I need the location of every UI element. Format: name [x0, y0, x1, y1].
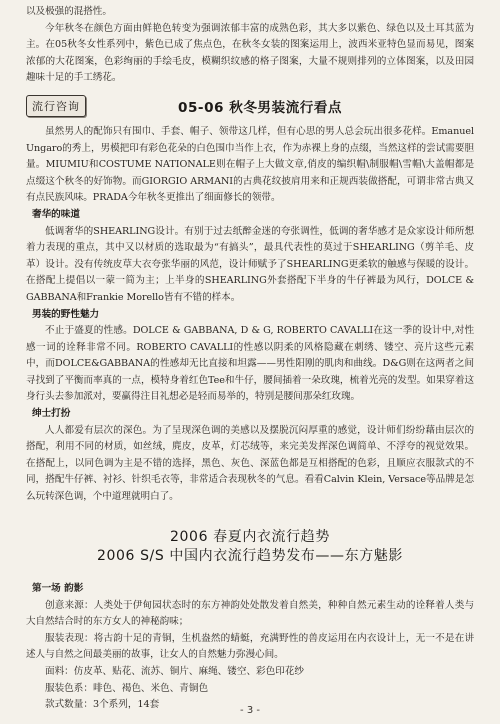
body-paragraph: 不止于盛夏的性感。DOLCE & GABBANA, D & G, ROBERTO CAVALLI在这一季的设计中,对性感一词的诠释非常不同。ROBERTO CAVALLI的性感以阴柔的风格隐藏在刺绣、镂空、亮片这些元素中，而DOLCE&GABBANA的性感却无比直接和坦露——男性阳刚的肌肉和曲线。D&G则在这两者之间寻找到了平衡而率真的一点，模特身着红色Tee和牛仔，腰间插着一朵玫瑰，梳着光亮的发型。如果穿着这身行头去参加派对，要赢得注目礼想必是轻而易举的，特别是腰间那朵红玫瑰。 — [26, 325, 474, 403]
count-line: 款式数量：3个系列，14套 — [45, 699, 160, 711]
intro-line: 以及极强的混搭性。 — [26, 6, 112, 17]
page-number: - 3 - — [240, 705, 260, 716]
subheading: 男装的野性魅力 — [32, 308, 100, 320]
body-paragraph: 人人都爱有层次的深色。为了呈现深色调的美感以及摆脱沉闷厚重的感觉，设计师们纷纷藉由层次的搭配，利用不同的材质，如丝绒，麂皮，皮革，灯芯绒等，来完美发挥深色调简单、不浮夸的视觉效果。在搭配上，以同色调为主是不错的选择，黑色、灰色、深蓝色都是互相搭配的色彩，且顺应衣服款式的不同，搭配牛仔裤、衬衫、针织毛衣等，非常适合表现秋冬的气息。看看Calvin Klein, Versace等品牌是怎么玩转深色调，个中道理就明白了。 — [26, 424, 474, 503]
intro-paragraph: 今年秋冬在颜色方面由鲜艳色转变为强调浓郁丰富的成熟色彩，其大多以紫色、绿色以及土耳其蓝为主。在05秋冬女性系列中，紫色已成了焦点色，在秋冬女装的图案运用上，波西米亚特色显而易见，图案浓郁的大花图案，色彩绚丽的手绘毛皮，模糊织纹感的格子图案，大量不规则排列的立体图案，以及田园趣味十足的手工绣花。 — [26, 22, 474, 84]
section-header — [26, 94, 474, 118]
section-title: 05-06 秋冬男装流行看点 — [178, 99, 342, 116]
scene-heading: 第一场 韵影 — [32, 582, 84, 594]
body-paragraph: 低调奢华的SHEARLING设计。有别于过去纸醉金迷的夸张调性，低调的奢华感才是众家设计师所想着力表现的重点，其中又以材质的选取最为“有搞头”，最具代表性的莫过于SHEARLING（剪羊毛、皮革）设计。没有传统皮草大衣夸张华丽的风范，设计师赋予了SHEARLING更柔软的触感与保暖的设计。在搭配上提倡以一蒙一简为主；上半身的SHEARLING外套搭配下半身的牛仔裤最为风行，DOLCE & GABBANA和Frankie Morello皆有不错的样本。 — [26, 225, 474, 303]
article-title: 2006 春夏内衣流行趋势 — [170, 528, 330, 545]
style-paragraph: 服装表现：将古韵十足的青铜，生机盎然的蜻蜓，充满野性的兽皮运用在内衣设计上，无一不是在讲述人与自然之间最美丽的故事，让女人的自然魅力弥漫心间。 — [26, 632, 474, 661]
concept-paragraph: 创意来源：人类处于伊甸园状态时的东方神韵处处散发着自然美，种种自然元素生动的诠释着人类与大自然结合时的东方女人的神秘韵味； — [26, 599, 474, 628]
article-subtitle: 2006 S/S 中国内衣流行趋势发布——东方魅影 — [96, 547, 404, 564]
fabric-line: 面料：仿皮革、贴花、流苏、铜片、麻绳、镂空、彩色印花纱 — [45, 666, 305, 677]
section-badge: 流行咨询 — [26, 95, 86, 117]
body-paragraph: 虽然男人的配饰只有围巾、手套、帽子、领带这几样，但有心思的男人总会玩出很多花样。Emanuel Ungaro的秀上，男模把印有彩色花朵的白色围巾当作上衣，作为赤裸上身的点缀，当然这样的尝试需要胆量。MIUMIU和COSTUME NATIONALE则在帽子上大做文章,俏皮的编织帽\制服帽\雪帽\大盖帽都是点缀这个秋冬的好饰物。而GIORGIO ARMANI的古典花纹披肩用来和正规西装做搭配，可谓非常古典又有点民族风味。PRADA今年秋冬更推出了细面修长的领带。 — [26, 125, 474, 204]
subheading: 奢华的味道 — [32, 208, 80, 220]
subheading: 绅士打扮 — [32, 408, 71, 420]
color-line: 服装色系：啡色、褐色、米色、青铜色 — [45, 682, 209, 694]
